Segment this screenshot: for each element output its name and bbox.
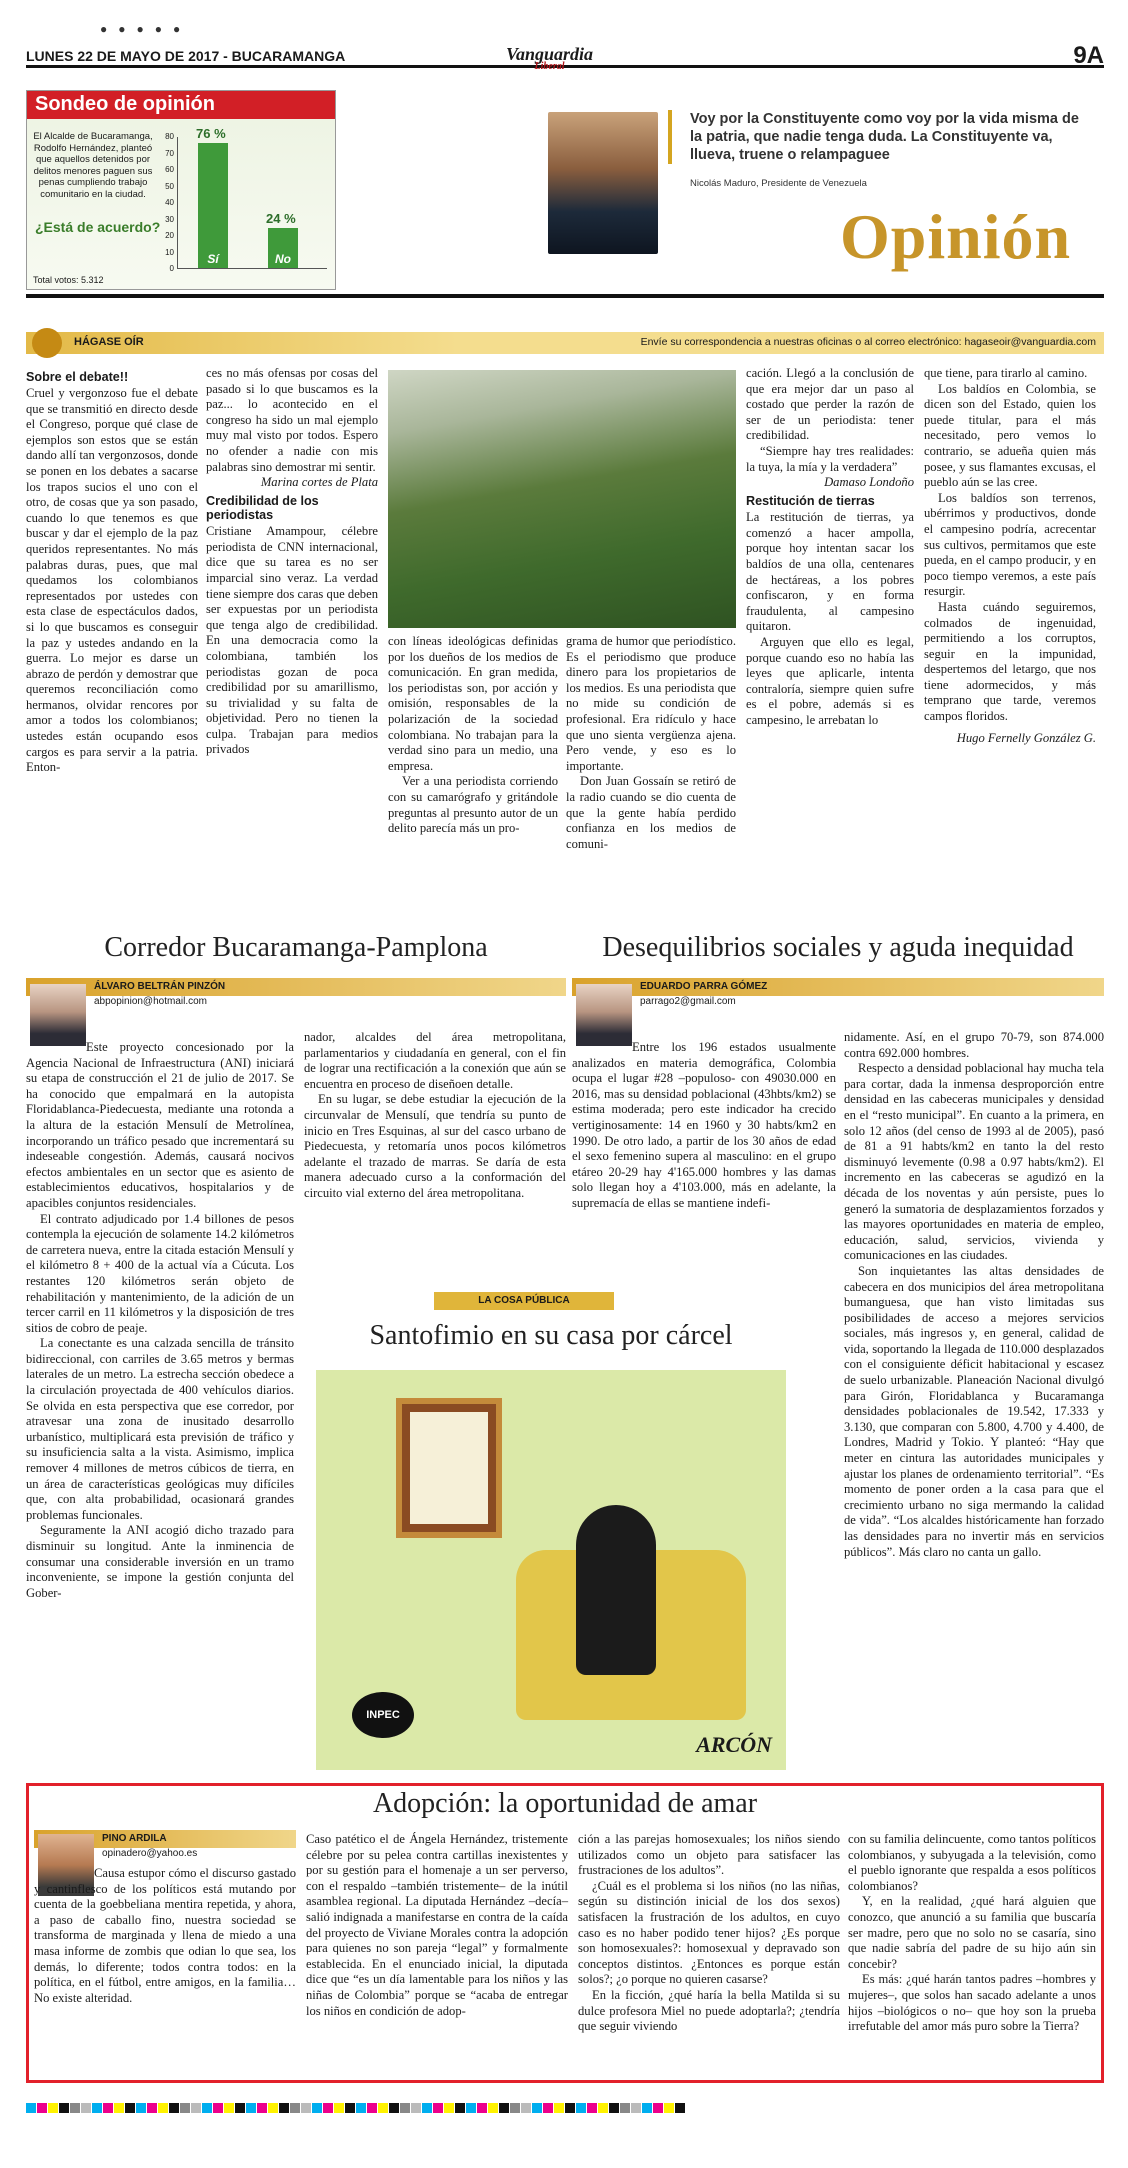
divider <box>26 294 1104 298</box>
corredor-col-1 <box>26 1040 294 1780</box>
author-name: PINO ARDILA <box>34 1830 296 1848</box>
cartoon-title: Santofimio en su casa por cárcel <box>369 1320 733 1351</box>
deseq-col-2 <box>844 1030 1104 1770</box>
letter-text: grama de humor que periodístico. Es el periodismo que produce dinero para los propietarios de los medios. Es una periodista que no mide su condición de profesional. Era ridículo y hace que uno sienta vergüenza ajena. Pero vende, y eso es lo importante. <box>566 634 736 773</box>
article-text: nidamente. Así, en el grupo 70-79, son 874.000 contra 692.000 hombres. <box>844 1030 1104 1060</box>
color-swatch <box>620 2103 630 2113</box>
color-swatch <box>70 2103 80 2113</box>
masthead-logo: Vanguardia Liberal <box>506 44 594 72</box>
poll-tick: 80 <box>165 132 174 141</box>
color-swatch <box>477 2103 487 2113</box>
letter-signature: Marina cortes de Plata <box>260 475 378 490</box>
article-title: Desequilibrios sociales y aguda inequidad <box>602 932 1074 963</box>
color-swatch <box>455 2103 465 2113</box>
color-swatch <box>59 2103 69 2113</box>
letters-col-5 <box>746 366 914 826</box>
poll-bar-value: 76 % <box>196 125 226 141</box>
article-text: Respecto a densidad poblacional hay mucha tela para cortar, dada la inmensa desproporción entre densidad en las cabeceras municipales y densidad en el “resto municipal”. En cuanto a la primera, en solo 12 años (del censo de 1993 al de 2005), pasó de 81 a 91 habts/km2 en tanto la del resto disminuyó levemente (0.98 a 0.97 habts/km2). El incremento en las cabeceras se agudizó en la década de los noventas y aún persiste, pues lo generó la sumatoria de desplazamientos forzados y las mayores oportunidades en materia de empleo, educación, salud, servicios, vivienda y comunicaciones en las ciudades. <box>844 1061 1104 1263</box>
poll-tick: 70 <box>165 148 174 158</box>
article-text: En su lugar, se debe estudiar la ejecución de la circunvalar de Mensulí, que tendría su punto de inicio en Tres Esquinas, al sur del casco urbano de Piedecuesta, y retomaría unos pocos kilómetros adelante el trazado de marras. Se daría de esta manera adecuado curso a la conformación del circuito vial externo del área metropolitana. <box>304 1092 566 1200</box>
color-swatch <box>92 2103 102 2113</box>
color-swatch <box>565 2103 575 2113</box>
author-photo <box>30 984 86 1046</box>
cartoon-kicker: LA COSA PÚBLICA <box>434 1292 614 1310</box>
page-number: 9A <box>1073 42 1104 69</box>
color-swatch <box>532 2103 542 2113</box>
letter-text: Hasta cuándo seguiremos, colmados de ingenuidad, permitiendo a los corruptos, seguir en la impunidad, despertemos del letargo, que nos tiene adormecidos, y más temprano que tarde, veremos campos floridos. <box>924 599 1096 724</box>
article-text: El contrato adjudicado por 1.4 billones de pesos contempla la ejecución de solamente 14.2 kilómetros de carretera nueva, entre la citada estación Mensulí y el kilómetro 8 + 400 de la actual vía a Cúcuta. Los restantes 120 kilómetros serán objeto de rehabilitación y mantenimiento, de la adición de un tercer carril en 11 kilómetros y la disposición de tres sitios de cobro de peaje. <box>26 1211 294 1335</box>
featured-quote: Voy por la Constituyente como voy por la vida misma de la patria, que nadie tenga duda. La Constituyente va, llueva, truene o relampaguee <box>668 110 1088 164</box>
color-swatch <box>37 2103 47 2113</box>
poll-tick: 50 <box>165 181 174 191</box>
color-swatch <box>257 2103 267 2113</box>
farmers-photo <box>388 370 736 628</box>
letter-text: Cruel y vergonzoso fue el debate que se transmitió en directo desde el Congreso, porque qué clase de ejemplos son estos que se están dando allí tan vergonzosos, donde se ponen en los debates a sacarse los trapos sucios el uno con el otro, de cosas que ya son pasado, cuando lo que tenemos es que buscar y dar el ejemplo de la paz queridos representantes. No más palabras duras, pues, que mal quedamos los colombianos representados por ustedes con esta clase de espectáculos dados, si lo que buscamos es conseguir la paz y ustedes andando en la guerra. Lo mejor es darse un abrazo de perdón y demostrar que queremos reconciliación como hermanos, olvidar rencores por amor a todos los colombianos; ustedes están ocupando esos cargos es para servir a la patria. Enton- <box>26 386 198 775</box>
poll-title: Sondeo de opinión <box>27 91 335 119</box>
author-name: EDUARDO PARRA GÓMEZ <box>572 978 1104 996</box>
color-swatch <box>576 2103 586 2113</box>
letter-title: Restitución de tierras <box>746 494 875 509</box>
poll-bar-label: Sí <box>207 252 219 266</box>
article-text: Entre los 196 estados usualmente analizados en materia demográfica, Colombia ocupa el lugar #28 –populoso- con 49030.000 en 2016, mas su densidad poblacional (43hbts/km2) se estima moderada; pero este indicador ha crecido vertiginosamente: 14 en 1960 y 30 habts/km2 en 1990. De otro lado, a partir de los 30 años de edad el sexo femenino supera al masculino: en el grupo etáreo 20-29 hay 4'165.000 hombres y las damas solo llegan hoy a 4'103.000, más en adelante, la supremacía de ellas se mantiene indefi- <box>572 1040 836 1210</box>
letter-text: que tiene, para tirarlo al camino. <box>924 366 1088 380</box>
adopcion-col-4 <box>848 1832 1096 2076</box>
color-swatch <box>543 2103 553 2113</box>
poll-total: Total votos: 5.312 <box>33 275 104 285</box>
color-swatch <box>609 2103 619 2113</box>
color-swatch <box>48 2103 58 2113</box>
article-text: ¿Cuál es el problema si los niños (no las niñas, según su distinción inicial de los dos sexos) satisfacen la frustración de los adultos, en cuyo caso es no haber podido tener hijos? ¿Es porque son homosexuales?: homosexual y depravado son conceptos distintos. ¿Entonces es porque están solos?; ¿o porque no quieren casarse? <box>578 1878 840 1987</box>
color-swatch <box>631 2103 641 2113</box>
color-swatch <box>587 2103 597 2113</box>
letter-text: cación. Llegó a la conclusión de que era mejor dar un paso al costado que perder la razón de ser de un periodista: tener credibilidad. <box>746 366 914 443</box>
quoted-person-photo <box>548 112 658 254</box>
letter-signature: Damaso Londoño <box>824 475 914 490</box>
letters-col-2 <box>206 366 378 826</box>
letter-title: Sobre el debate!! <box>26 370 129 384</box>
adopcion-col-2 <box>306 1832 568 2076</box>
author-name: ÁLVARO BELTRÁN PINZÓN <box>26 978 566 996</box>
letters-band-note: Envíe su correspondencia a nuestras oficinas o al correo electrónico: hagaseoir@vanguardia.com <box>640 336 1096 348</box>
color-swatch <box>246 2103 256 2113</box>
letters-col-4 <box>566 634 736 851</box>
article-title: Corredor Bucaramanga-Pamplona <box>104 932 488 963</box>
letter-text: ces no más ofensas por cosas del pasado si lo que buscamos es la paz... lo acontecido en el congreso ha sido un mal ejemplo muy mal visto por todos. Espero no ofender a nadie con mis palabras sino demostrar mi sentir. <box>206 366 378 474</box>
poll-chart <box>165 125 327 273</box>
article-text: con su familia delincuente, como tantos políticos colombianos, y subyugada a la televisión, como el pueblo ignorante que respalda a esos políticos colombianos? <box>848 1832 1096 1893</box>
color-swatch <box>499 2103 509 2113</box>
article-text: Seguramente la ANI acogió dicho trazado para disminuir su longitud. Ante la inminencia de consumar una considerable inversión en un tramo inconveniente, se impone la gestión conjunta del Gober- <box>26 1523 294 1600</box>
color-swatch <box>433 2103 443 2113</box>
color-swatch <box>367 2103 377 2113</box>
author-bar <box>26 978 566 1007</box>
letter-signature: Hugo Fernelly González G. <box>956 730 1096 745</box>
color-swatch <box>279 2103 289 2113</box>
author-photo <box>576 984 632 1046</box>
deseq-col-1 <box>572 1040 836 1290</box>
article-text: La conectante es una calzada sencilla de tránsito bidireccional, con carriles de 3.65 metros y bermas laterales de un metro. La estrecha sección obedece a la circulación proyectada de 400 vehículos diarios. Se olvida en esta perspectiva que ese corredor, por atravesar una zona de inusitado desarrollo urbanístico, multiplicará esta previsión de tráfico y su insuficiencia salta a la vista. Asimismo, implica remover 4 millones de metros cúbicos de tierra, en un área de características geológicas muy difíciles que, con alta probabilidad, ocasionará grandes problemas funcionales. <box>26 1336 294 1522</box>
speaker-icon <box>32 328 62 358</box>
article-text: Caso patético el de Ángela Hernández, tristemente célebre por su pelea contra cartillas inexistentes y por su gestión para el homenaje a un ser perverso, con el respaldo –también tristemente– de la inútil asamblea regional. La diputada Hernández –decía– salió indignada a manifestarse en contra de la caída del proyecto de Viviane Morales contra la adopción para quienes no son pareja “legal” y formalmente establecida. En el enunciado inicial, la diputada dice que “es un día lamentable para los niños y las niñas de Colombia” porque se “acaba de entregar los niños en condición de adop- <box>306 1832 568 2018</box>
letter-title: Credibilidad de los periodistas <box>206 494 319 523</box>
letter-text: La restitución de tierras, ya comenzó a hacer ampolla, porque hoy intentan sacar los baldíos de una olla, centenares de hectáreas, a los pobres confiscaron, y en forma fraudulenta, al campesino quitaron. <box>746 510 914 634</box>
print-color-bar <box>26 2100 1104 2112</box>
letter-text: Cristiane Amampour, célebre periodista de CNN internacional, dice que su tarea es no ser imparcial sino veraz. La verdad tiene siempre dos caras que deben ser expuestas por un periodista que tenga algo de credibilidad. En una democracia como la colombiana, también los periodistas gozan de poca credibilidad por su amarillismo, su trivialidad y su falta de objetividad. Pero no tienen la culpa. Trabajan para medios privados <box>206 524 378 757</box>
color-swatch <box>334 2103 344 2113</box>
letter-text: Los baldíos son terrenos, ubérrimos y productivos, donde el campesino podría, acrecentar sus cultivos, permitamos que este pueda, en el campo producir, y en poco tiempo veremos, a este país resurgir. <box>924 490 1096 599</box>
color-swatch <box>191 2103 201 2113</box>
letters-col-3 <box>388 634 558 836</box>
header-bar <box>26 42 1104 72</box>
color-swatch <box>411 2103 421 2113</box>
quote-attribution: Nicolás Maduro, Presidente de Venezuela <box>690 178 867 189</box>
color-swatch <box>444 2103 454 2113</box>
color-swatch <box>466 2103 476 2113</box>
color-swatch <box>235 2103 245 2113</box>
color-swatch <box>290 2103 300 2113</box>
poll-tick: 20 <box>165 231 174 240</box>
letters-band-title: HÁGASE OÍR <box>74 336 144 348</box>
letter-text: Ver a una periodista corriendo con su camarógrafo y gritándole preguntas al presunto autor de un delito parecía más un pro- <box>388 774 558 836</box>
poll-tick: 60 <box>165 165 174 174</box>
color-swatch <box>389 2103 399 2113</box>
color-swatch <box>125 2103 135 2113</box>
color-swatch <box>114 2103 124 2113</box>
article-text: En la ficción, ¿qué haría la bella Matilda si su dulce profesora Miel no puede adoptarla?; ¿tendría que seguir viviendo <box>578 1987 840 2034</box>
color-swatch <box>81 2103 91 2113</box>
article-text: ción a las parejas homosexuales; los niños siendo utilizados como un objeto para satisfacer las frustraciones de los adultos”. <box>578 1832 840 1878</box>
color-swatch <box>26 2103 36 2113</box>
seated-figure <box>576 1505 656 1675</box>
article-text: Y, en la realidad, ¿qué hará alguien que conozco, que anunció a su familia que buscaría ser madre, pero que no solo no se casaría, sino que nadie sabría del padre de su hijo aún sin concebir? <box>848 1894 1096 1971</box>
portrait-frame <box>396 1398 502 1538</box>
issue-date: LUNES 22 DE MAYO DE 2017 - BUCARAMANGA <box>26 48 346 64</box>
registration-dots: ● ● ● ● ● <box>100 22 185 36</box>
letters-col-6 <box>924 366 1096 826</box>
poll-bar <box>198 143 228 268</box>
color-swatch <box>147 2103 157 2113</box>
article-title: Adopción: la oportunidad de amar <box>372 1788 758 1819</box>
color-swatch <box>664 2103 674 2113</box>
cartoonist-signature: ARCÓN <box>696 1732 772 1757</box>
color-swatch <box>378 2103 388 2113</box>
color-swatch <box>521 2103 531 2113</box>
color-swatch <box>675 2103 685 2113</box>
letters-band <box>26 332 1104 354</box>
color-swatch <box>136 2103 146 2113</box>
letter-text: “Siempre hay tres realidades: la tuya, la mía y la verdadera” <box>746 443 914 474</box>
letters-col-1 <box>26 366 198 826</box>
color-swatch <box>103 2103 113 2113</box>
letter-text: Arguyen que ello es legal, porque cuando eso no había las leyes que aplicarle, intenta contraloría, siempre quien sufre es el pobre, además si es campesino, le arrebatan lo <box>746 634 914 727</box>
ball-and-chain: INPEC <box>352 1692 414 1738</box>
poll-bar-label: No <box>275 252 291 266</box>
article-text: Causa estupor cómo el discurso gastado y cantinflesco de los políticos está mutando por cuenta de la goebbeliana mentira repetida, y ahora, a paso de caballo fino, nuestra sociedad se transforma de marginada y llena de miedo a una masa informe de zombis que odian lo que sea, los demás, lo diferente; todos contra todos: en la política, en el fútbol, entre amigos, en la familia… No existe alteridad. <box>34 1866 296 2005</box>
article-text: Son inquietantes las altas densidades de cabecera en dos municipios del área metropolitana bumanguesa, que han visto limitadas sus posibilidades de acceso a mejores servicios sociales, más ingresos y, en general, calidad de vida, soportando la llegada de 110.000 desplazados con el consiguiente déficit habitacional y escasez de suelo urbanizable. Planeación Nacional divulgó para Girón, Floridablanca y Bucaramanga densidades poblacionales de 19.542, 17.333 y 3.130, que comparan con 5.800, 4.700 y 4.400, de Londres, Madrid y Tokio. Y planteó: “Hay que meter en cintura las autoridades municipales y ajustar los planes de ordenamiento territorial”. “Es momento de poner orden a la casa para que el crecimiento urbano no siga mermando la calidad de vida”. “Los alcaldes históricamente han forzado las densidades para no invertir más en servicios públicos”. Más claro no canta un gallo. <box>844 1263 1104 1559</box>
color-swatch <box>345 2103 355 2113</box>
poll-ask: ¿Está de acuerdo? <box>35 219 161 235</box>
poll-bar-value: 24 % <box>266 211 296 227</box>
editorial-cartoon <box>316 1370 786 1770</box>
article-text: nador, alcaldes del área metropolitana, parlamentarios y ciudadanía en general, con el fin de lograr una rectificación a la conexión que aún se encuentra en proceso de diseñoen detalle. <box>304 1030 566 1091</box>
opinion-poll <box>26 90 336 290</box>
color-swatch <box>301 2103 311 2113</box>
article-text: Es más: ¿qué harán tantos padres –hombres y mujeres–, que solos han sacado adelante a unos hijos –biológicos o no– que hoy son la prueba irrefutable del amor más puro sobre la Tierra? <box>848 1972 1096 2034</box>
color-swatch <box>202 2103 212 2113</box>
color-swatch <box>356 2103 366 2113</box>
author-bar <box>572 978 1104 1007</box>
color-swatch <box>554 2103 564 2113</box>
color-swatch <box>653 2103 663 2113</box>
letter-text: Don Juan Gossaín se retiró de la radio cuando se dio cuenta de que la gente había perdido confianza en los medios de comuni- <box>566 774 736 851</box>
poll-tick: 40 <box>165 198 174 207</box>
color-swatch <box>488 2103 498 2113</box>
author-email: abpopinion@hotmail.com <box>94 996 207 1007</box>
letter-text: con líneas ideológicas definidas por los dueños de los medios de comunicación. En gran medida, los periodistas son, por acción y omisión, responsables de la polarización de la sociedad colombiana. No trabajan para la verdad sino para un medio, una empresa. <box>388 634 558 773</box>
color-swatch <box>268 2103 278 2113</box>
color-swatch <box>323 2103 333 2113</box>
poll-tick: 30 <box>165 214 174 224</box>
letter-text: Los baldíos en Colombia, se dicen son del Estado, quien los puede titular, para el más necesitado, pero vemos lo contrario, se adueña quien más posee, y sus flamantes excusas, el pueblo aún se las cree. <box>924 381 1096 490</box>
color-swatch <box>510 2103 520 2113</box>
author-email: opinadero@yahoo.es <box>102 1848 198 1859</box>
section-title: Opinión <box>840 201 1072 272</box>
color-swatch <box>158 2103 168 2113</box>
poll-tick: 10 <box>165 247 174 257</box>
color-swatch <box>400 2103 410 2113</box>
adopcion-col-3 <box>578 1832 840 2076</box>
color-swatch <box>598 2103 608 2113</box>
poll-tick: 0 <box>169 264 174 273</box>
color-swatch <box>169 2103 179 2113</box>
article-text: Este proyecto concesionado por la Agencia Nacional de Infraestructura (ANI) iniciará su etapa de construcción el 21 de julio de 2017. Se ha conocido que empalmará en la autopista Floridablanca-Piedecuesta, mediante una rotonda a la altura de la estación Mensulí de Metrolínea, incorporando un tráfico pesado que incrementará su indeseable congestión. Además, causará nocivos efectos ambientales en un sector que es asiento de establecimientos educativos, hospitalarios y de apacibles conjuntos residenciales. <box>26 1040 294 1210</box>
color-swatch <box>224 2103 234 2113</box>
adopcion-col-1 <box>34 1866 296 2076</box>
color-swatch <box>312 2103 322 2113</box>
color-swatch <box>422 2103 432 2113</box>
color-swatch <box>213 2103 223 2113</box>
color-swatch <box>642 2103 652 2113</box>
author-email: parrago2@gmail.com <box>640 996 736 1007</box>
poll-question: El Alcalde de Bucaramanga, Rodolfo Hernández, planteó que aquellos detenidos por delitos menores paguen sus penas cumpliendo trabajo comunitario en la ciudad. <box>33 131 153 200</box>
color-swatch <box>180 2103 190 2113</box>
corredor-col-2 <box>304 1030 566 1320</box>
